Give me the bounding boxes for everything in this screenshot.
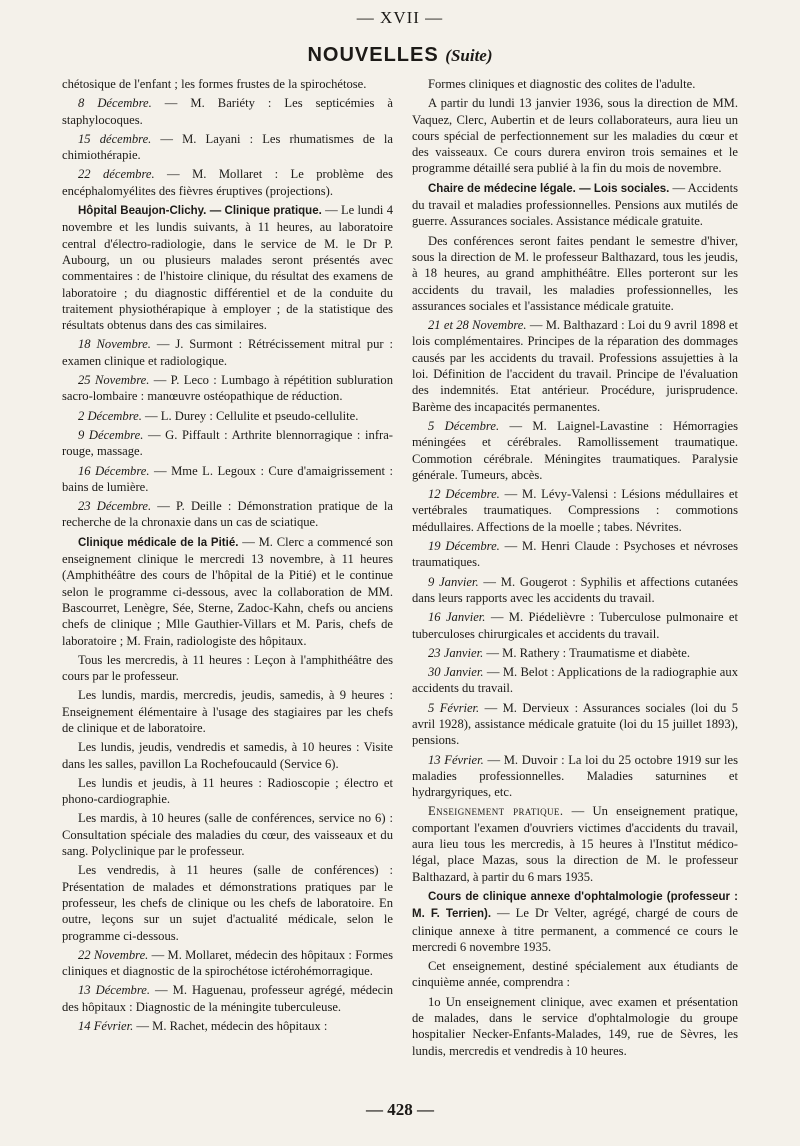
paragraph bbox=[62, 947, 393, 980]
paragraph bbox=[62, 862, 393, 943]
entry-date: 21 et 28 Novembre. bbox=[428, 318, 527, 333]
entry-date: 18 Novembre. bbox=[78, 337, 151, 352]
paragraph bbox=[412, 317, 738, 415]
title-suffix: (Suite) bbox=[445, 46, 493, 65]
paragraph bbox=[412, 958, 738, 991]
paragraph-text: — Accidents du travail et maladies professionnelles. Pensions aux mutilés de guerre. Assurances sociales. Assistance médicale gratuite. bbox=[412, 180, 738, 229]
entry-date: 23 Décembre. bbox=[78, 499, 152, 514]
entry-date: 8 Décembre. bbox=[78, 96, 152, 111]
paragraph bbox=[412, 418, 738, 483]
paragraph bbox=[62, 427, 393, 460]
entry-date: 13 Décembre. bbox=[78, 983, 151, 998]
paragraph bbox=[62, 202, 393, 333]
paragraph-text: Les lundis et jeudis, à 11 heures : Radioscopie ; électro et phono-cardiographie. bbox=[62, 775, 393, 807]
paragraph-text: Les mardis, à 10 heures (salle de conférences, service no 6) : Consultation spéciale des maladies du cœur, des vaisseaux et du sang. Polyclinique par le professeur. bbox=[62, 811, 393, 859]
entry-date: 13 Février. bbox=[428, 752, 484, 767]
paragraph-text: — L. Durey : Cellulite et pseudo-cellulite. bbox=[141, 408, 359, 423]
paragraph bbox=[412, 538, 738, 571]
entry-date: 22 Novembre. bbox=[78, 947, 149, 962]
entry-date: 16 Janvier. bbox=[428, 610, 486, 625]
paragraph-text: chétosique de l'enfant ; les formes frustes de la spirochétose. bbox=[62, 77, 367, 91]
paragraph-text: — M. Rachet, médecin des hôpitaux : bbox=[133, 1019, 328, 1034]
paragraph bbox=[62, 76, 393, 92]
paragraph bbox=[62, 372, 393, 405]
entry-date: 23 Janvier. bbox=[428, 645, 484, 660]
entry-date: 5 Décembre. bbox=[428, 418, 500, 433]
paragraph-text: — Le Dr Velter, agrégé, chargé de cours de clinique annexe à titre permanent, a commencé ce cours le mercredi 6 novembre 1935. bbox=[412, 906, 738, 954]
page-roman-numeral: — XVII — bbox=[356, 8, 444, 27]
paragraph bbox=[62, 775, 393, 808]
paragraph-text: — M. Mollaret, médecin des hôpitaux : Formes cliniques et diagnostic de la spirochétose ictérohémorragique. bbox=[62, 947, 393, 979]
paragraph bbox=[412, 609, 738, 642]
entry-date: 19 Décembre. bbox=[428, 539, 500, 554]
entry-date: 22 décembre. bbox=[78, 167, 155, 182]
paragraph-heading: Hôpital Beaujon-Clichy. — Clinique pratique. bbox=[78, 205, 322, 218]
paragraph bbox=[412, 486, 738, 535]
paragraph bbox=[62, 652, 393, 685]
paragraph bbox=[62, 463, 393, 496]
paragraph-text: — P. Deille : Démonstration pratique de la recherche de la chronaxie dans un cas de sciatique. bbox=[62, 499, 393, 530]
paragraph-text: — M. Piédelièvre : Tuberculose pulmonaire et tuberculoses chirurgicales et accidents du travail. bbox=[412, 610, 738, 641]
paragraph-text: — M. Duvoir : La loi du 25 octobre 1919 sur les maladies professionnelles. Maladies saturnines et hydrargyriques, etc. bbox=[412, 752, 738, 800]
page-number: — 428 — bbox=[366, 1100, 434, 1119]
paragraph bbox=[412, 233, 738, 314]
paragraph-text: — Le lundi 4 novembre et les lundis suivants, à 11 heures, au laboratoire central d'électro-radiologie, dans le service de M. le Dr P. Aubourg, un ou plusieurs malades seront présentés avec commentaires : de l'histoire clinique, du résultat des examens de laboratoire ; du diagnostic différentiel et de la conduite du traitement physiothérapique à employer ; de la statistique des résultats obtenus dans des cas similaires. bbox=[62, 203, 393, 333]
paragraph-heading: Clinique médicale de la Pitié. bbox=[78, 536, 239, 549]
paragraph-text: Cet enseignement, destiné spécialement aux étudiants de cinquième année, comprendra : bbox=[412, 959, 738, 990]
paragraph-text: — M. Lévy-Valensi : Lésions médullaires et vertébrales traumatiques. Compressions : commotions médullaires. Affections de la moelle ; tabes. Névrites. bbox=[412, 487, 738, 534]
paragraph bbox=[62, 687, 393, 736]
paragraph-text: — P. Leco : Lumbago à répétition subluration sacro-lombaire : manœuvre ostéopathique de réduction. bbox=[62, 373, 393, 404]
paragraph bbox=[62, 166, 393, 199]
paragraph bbox=[412, 700, 738, 749]
paragraph bbox=[62, 739, 393, 772]
section-title bbox=[0, 44, 800, 67]
paragraph-text: — M. Belot : Applications de la radiographie aux accidents du travail. bbox=[412, 665, 738, 696]
paragraph-text: — Mme L. Legoux : Cure d'amaigrissement : bains de lumière. bbox=[62, 463, 393, 494]
paragraph bbox=[62, 1018, 393, 1034]
paragraph-text: Des conférences seront faites pendant le semestre d'hiver, sous la direction de M. le professeur Balthazard, tous les jeudis, à 18 heures, au grand amphithéâtre. Elles porteront sur les accidents du travail, les maladies professionnelles, les assurances sociales et l'assistance médicale gratuite. bbox=[412, 233, 738, 313]
paragraph bbox=[62, 131, 393, 164]
paragraph-text: A partir du lundi 13 janvier 1936, sous la direction de MM. Vaquez, Clerc, Aubertin et de leurs collaborateurs, aura lieu un cours spécial de perfectionnement sur les maladies du cœur et des vaisseaux. Ce cours durera environ trois semaines et le programme détaillé sera publié à la fin du mois de novembre. bbox=[412, 96, 738, 176]
paragraph bbox=[412, 994, 738, 1059]
entry-date: 12 Décembre. bbox=[428, 487, 500, 502]
paragraph-text: — M. Gougerot : Syphilis et affections cutanées dans leurs rapports avec les accidents du travail. bbox=[412, 574, 738, 605]
left-column bbox=[62, 76, 393, 1106]
paragraph bbox=[412, 803, 738, 884]
paragraph-text: Les lundis, jeudis, vendredis et samedis, à 10 heures : Visite dans les salles, pavillon La Rochefoucauld (Service 6). bbox=[62, 740, 393, 771]
paragraph-text: — M. Bariéty : Les septicémies à staphylocoques. bbox=[62, 96, 393, 127]
entry-date: 5 Février. bbox=[428, 700, 480, 715]
paragraph-text: — M. Balthazard : Loi du 9 avril 1898 et lois complémentaires. Principes de la réparation des dommages causés par les accidents du travail. Professions assujetties à la loi. Définition de l'accident du travail. Principe de l'évaluation des indemnités. Etat antérieur. Procédure, jurisprudence. Barème des incapacités permanentes. bbox=[412, 318, 738, 414]
paragraph-heading: Cours de clinique annexe d'ophtalmologie (professeur : M. F. Terrien). bbox=[412, 890, 738, 921]
paragraph bbox=[62, 408, 393, 424]
paragraph-text: Tous les mercredis, à 11 heures : Leçon à l'amphithéâtre des cours par le professeur. bbox=[62, 652, 393, 684]
paragraph-text: — M. Rathery : Traumatisme et diabète. bbox=[483, 645, 690, 660]
paragraph bbox=[412, 888, 738, 955]
paragraph bbox=[412, 76, 738, 92]
paragraph-text: Formes cliniques et diagnostic des colites de l'adulte. bbox=[428, 77, 696, 91]
paragraph-text: — M. Layani : Les rhumatismes de la chimiothérapie. bbox=[62, 131, 393, 163]
paragraph bbox=[62, 810, 393, 859]
paragraph-text: 1o Un enseignement clinique, avec examen et présentation de malades, dans le service d'ophtalmologie du groupe hospitalier Necker-Enfants-Malades, 149, rue de Sèvres, les lundis, mercredis et vendredis à 10 heures. bbox=[412, 994, 738, 1058]
paragraph-text: — M. Mollaret : Le problème des encéphalomyélites des fièvres éruptives (projections). bbox=[62, 167, 393, 198]
entry-date: 15 décembre. bbox=[78, 131, 152, 146]
entry-date: 16 Décembre. bbox=[78, 463, 150, 478]
paragraph bbox=[412, 574, 738, 607]
paragraph bbox=[412, 664, 738, 697]
paragraph-text: — Un enseignement pratique, comportant l'examen d'ouvriers victimes d'accidents du travail, aura lieu tous les mercredis, à 15 heures à l'Institut médico-légal, place Mazas, sous la direction de M. le professeur Balthazard, à partir du 6 mars 1935. bbox=[412, 804, 738, 884]
entry-date: 14 Février. bbox=[78, 1019, 134, 1034]
entry-date: 9 Décembre. bbox=[78, 427, 144, 442]
entry-date: 9 Janvier. bbox=[428, 574, 479, 589]
paragraph-heading: Chaire de médecine légale. — Lois sociales. bbox=[428, 182, 670, 195]
paragraph bbox=[62, 534, 393, 649]
entry-date: 30 Janvier. bbox=[428, 665, 484, 680]
entry-date: 2 Décembre. bbox=[78, 408, 142, 423]
paragraph bbox=[62, 95, 393, 128]
paragraph-text: — M. Dervieux : Assurances sociales (loi du 5 avril 1928), assistance médicale gratuite (loi du 15 juillet 1893), pensions. bbox=[412, 700, 738, 748]
paragraph-text: — J. Surmont : Rétrécissement mitral pur : examen clinique et radiologique. bbox=[62, 337, 393, 368]
paragraph bbox=[412, 752, 738, 801]
paragraph-heading: Enseignement pratique. bbox=[428, 804, 564, 819]
right-column bbox=[412, 76, 738, 1106]
title-text: NOUVELLES bbox=[307, 44, 439, 66]
paragraph bbox=[62, 498, 393, 531]
paragraph bbox=[412, 95, 738, 176]
entry-date: 25 Novembre. bbox=[78, 373, 150, 388]
paragraph-text: — M. Haguenau, professeur agrégé, médecin des hôpitaux : Diagnostic de la méningite tuberculeuse. bbox=[62, 983, 393, 1014]
paragraph-text: — M. Henri Claude : Psychoses et névroses traumatiques. bbox=[412, 539, 738, 570]
paragraph-text: Les lundis, mardis, mercredis, jeudis, samedis, à 9 heures : Enseignement élémentaire à l'usage des stagiaires par les chefs de clinique et de laboratoire. bbox=[62, 688, 393, 735]
paragraph-text: — G. Piffault : Arthrite blennorragique : infra-rouge, massage. bbox=[62, 427, 393, 459]
paragraph bbox=[412, 645, 738, 661]
paragraph bbox=[62, 982, 393, 1015]
paragraph-text: — M. Clerc a commencé son enseignement clinique le mercredi 13 novembre, à 11 heures (Amphithéâtre des cours de l'hôpital de la Pitié) et le continue selon le programme ci-dessous, avec la collaboration de MM. Bascourret, Lenègre, Sée, Sterne, Zadoc-Kahn, chefs ou anciens chefs de clinique ; Mlle Gauthier-Villars et M. Paris, chefs de laboratoire ; M. Frain, radiologiste des hôpitaux. bbox=[62, 534, 393, 648]
paragraph bbox=[62, 336, 393, 369]
paragraph-text: — M. Laignel-Lavastine : Hémorragies méningées et cérébrales. Ramollissement traumatique. Commotion cérébrale. Méningites traumatiques. Paralysie générale. Tumeurs, abcès. bbox=[412, 418, 738, 482]
paragraph-text: Les vendredis, à 11 heures (salle de conférences) : Présentation de malades et démonstrations pratiques par le professeur, les chefs de clinique ou les chefs de laboratoire. En outre, leçons sur un sujet d'actualité médicale, selon le programme ci-dessous. bbox=[62, 863, 393, 943]
paragraph bbox=[412, 180, 738, 230]
